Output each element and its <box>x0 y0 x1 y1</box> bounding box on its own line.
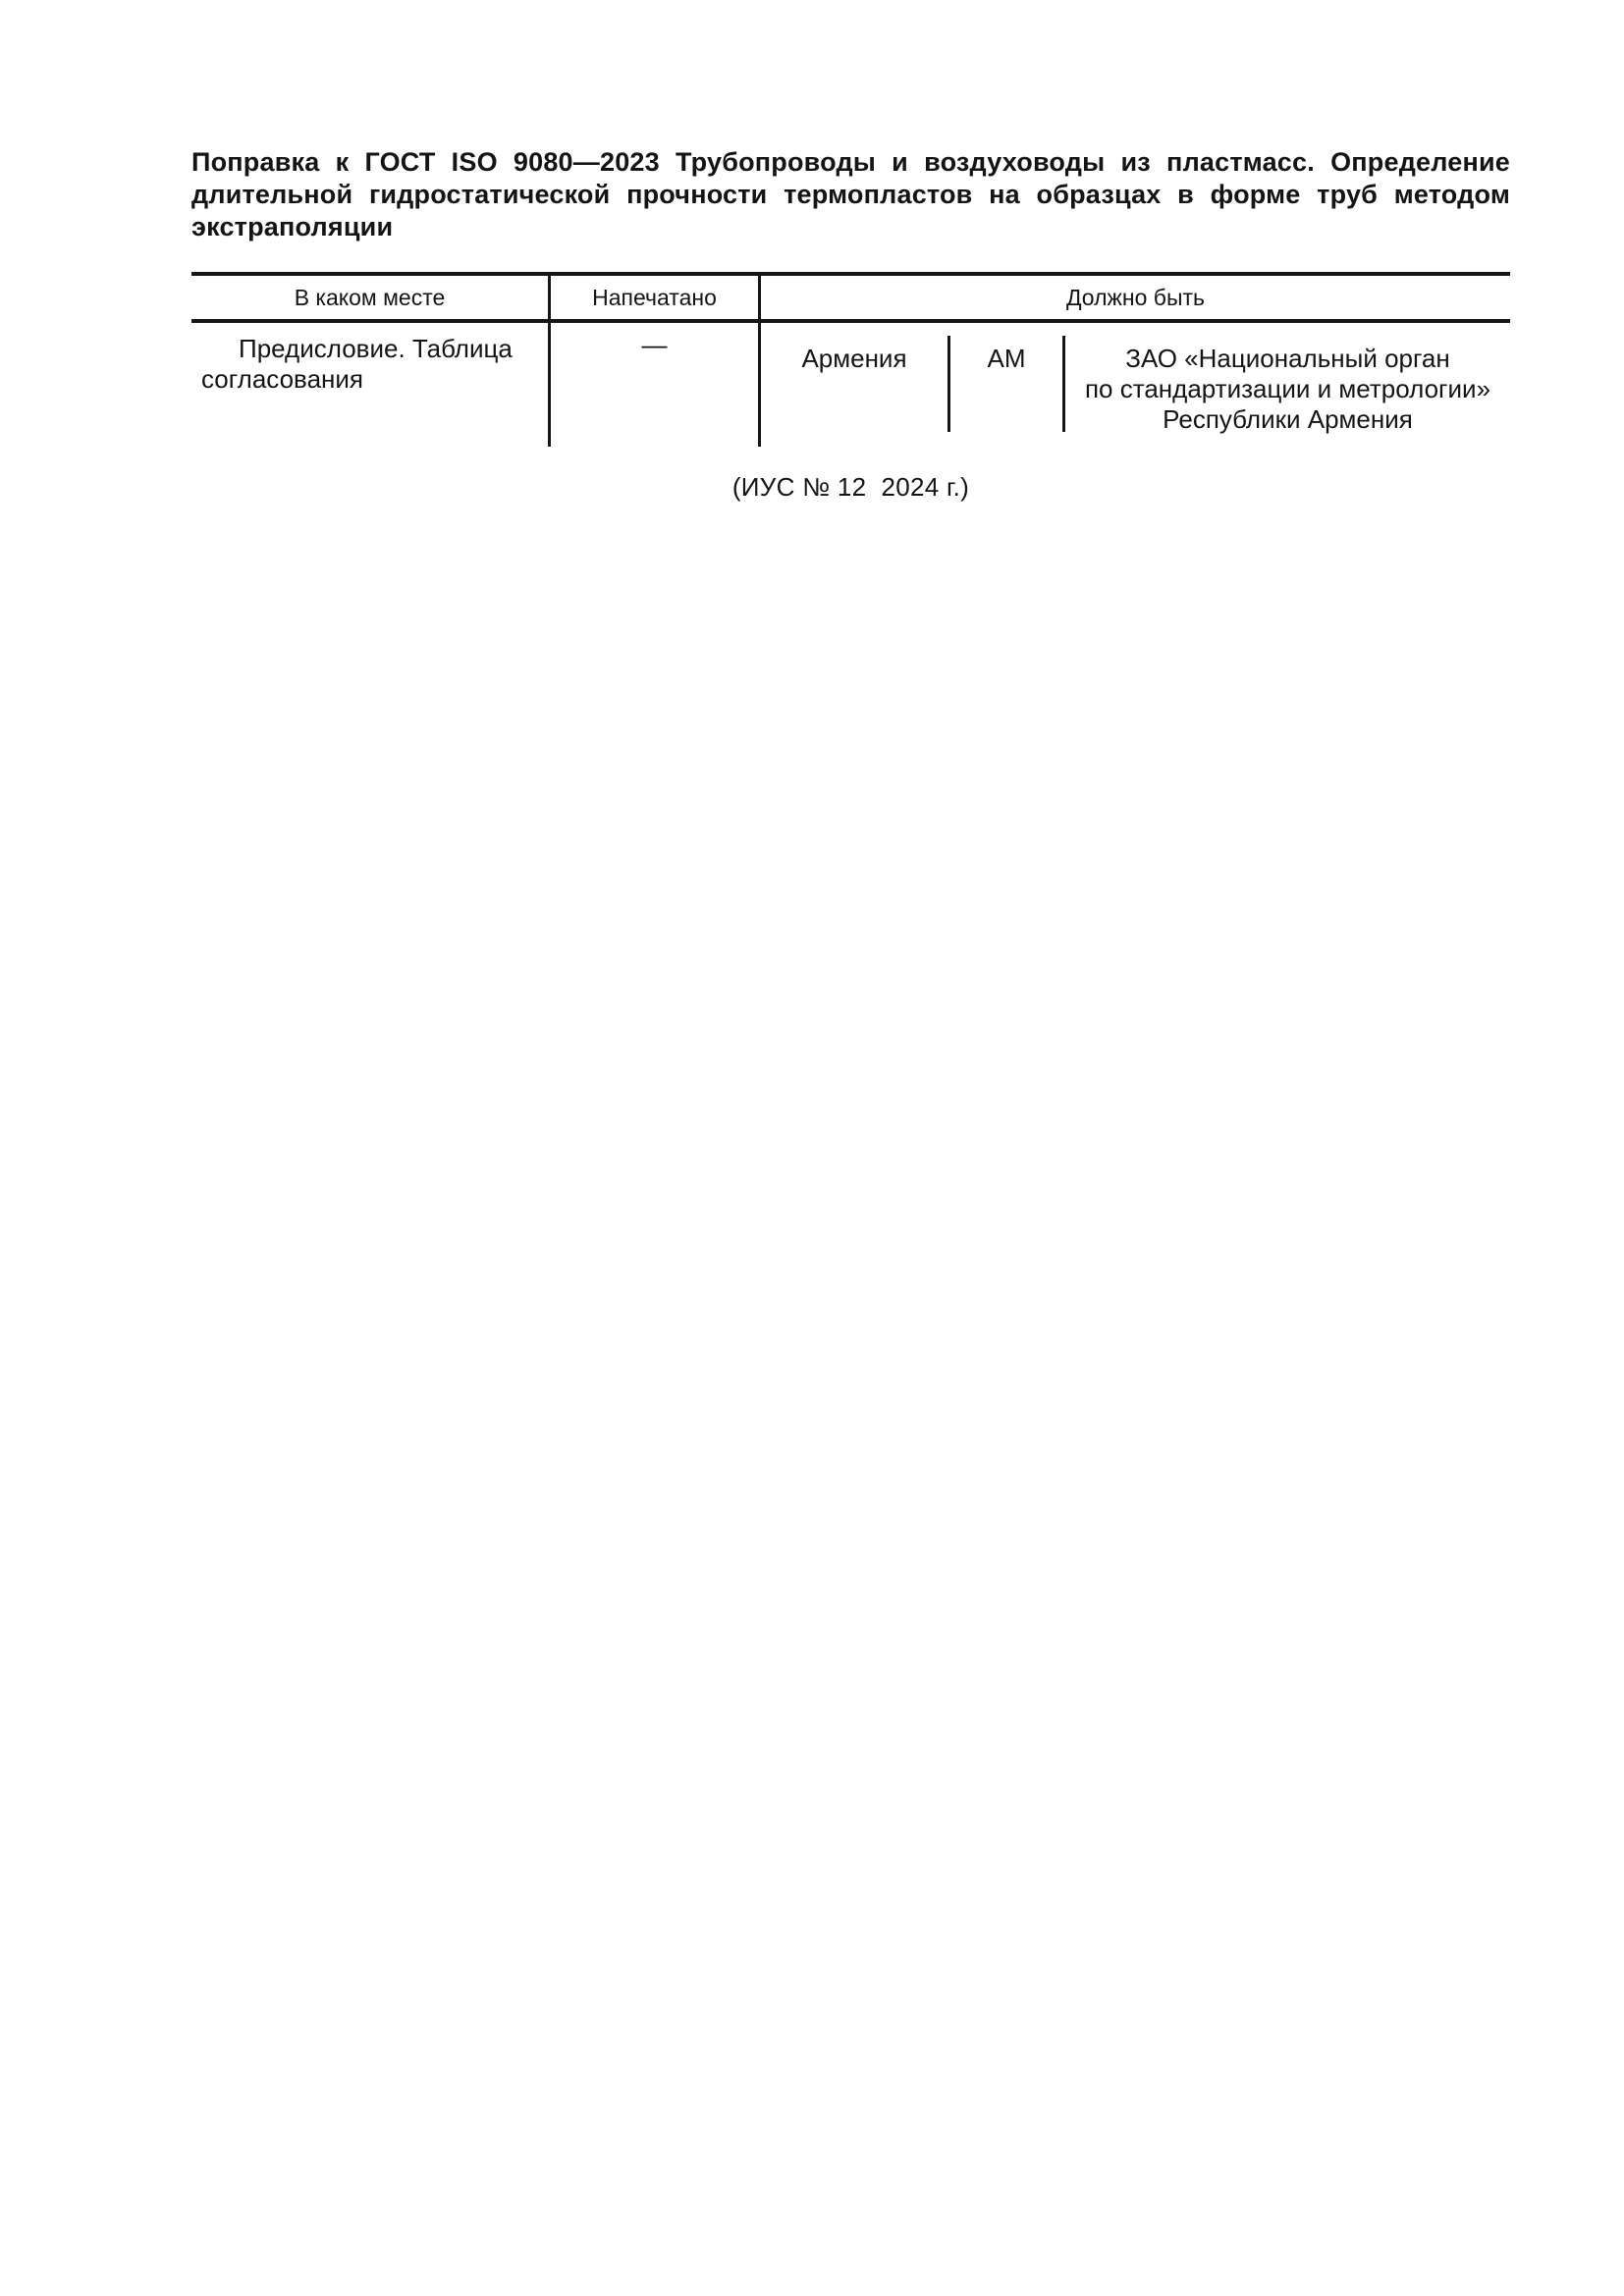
organization-line: по стандартизации и метрологии» <box>1084 374 1491 403</box>
cell-should-be <box>758 323 1510 447</box>
location-line: Предисловие. Таблица <box>239 334 513 363</box>
document-title <box>191 146 1510 243</box>
title-line: длительной гидростатической прочности термопластов на образцах в форме труб методом <box>191 180 1510 209</box>
organization-line: Республики Армения <box>1163 404 1413 434</box>
subcell-country: Армения <box>801 344 907 373</box>
header-cell-should-be: Должно быть <box>758 276 1510 319</box>
subcell-organization <box>1065 323 1510 447</box>
table-row <box>191 323 1510 447</box>
table-header-row <box>191 276 1510 319</box>
organization-line: ЗАО «Национальный орган <box>1125 344 1450 373</box>
issue-note: (ИУС № 12 2024 г.) <box>731 472 970 502</box>
location-line: согласования <box>201 364 363 394</box>
correction-table <box>191 272 1510 447</box>
subcell-country-code: AM <box>987 344 1026 373</box>
title-line: Поправка к ГОСТ ISO 9080—2023 Трубопроводы и воздуховоды из пластмасс. Определение <box>191 147 1510 177</box>
cell-location <box>191 323 548 447</box>
title-line: экстраполяции <box>191 212 394 241</box>
header-cell-printed: Напечатано <box>548 276 758 319</box>
header-cell-location: В каком месте <box>294 284 446 310</box>
cell-printed: — <box>548 323 758 447</box>
